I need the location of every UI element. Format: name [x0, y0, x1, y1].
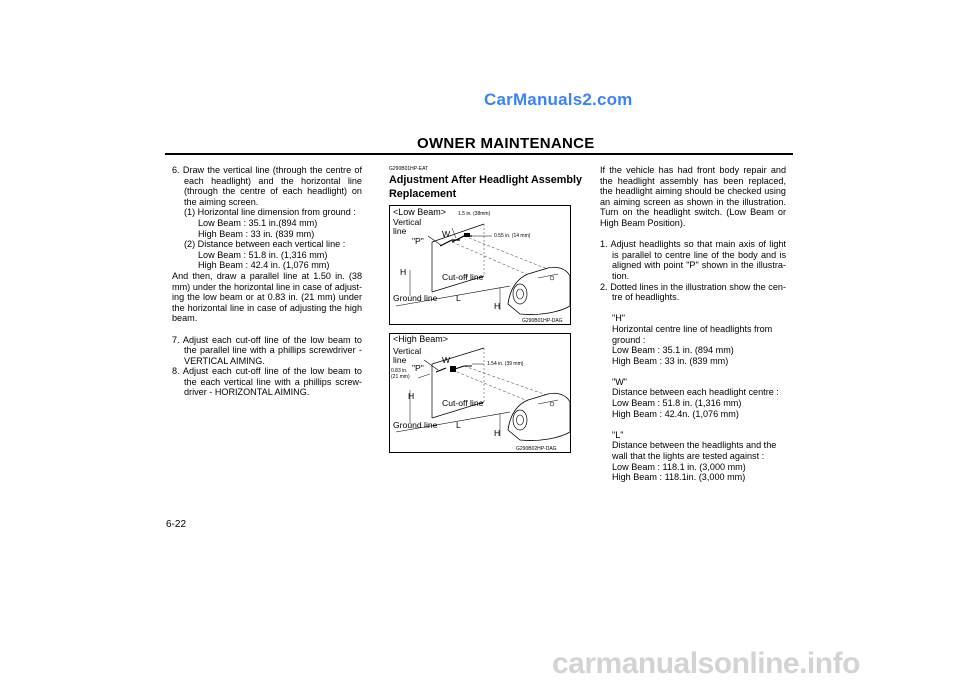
- l-high-beam: High Beam : 118.1in. (3,000 mm): [612, 472, 746, 483]
- step-6-sub1-high: High Beam : 33 in. (839 mm): [198, 228, 315, 239]
- high-l-label: L: [456, 420, 461, 430]
- low-beam-label: <Low Beam>: [393, 207, 447, 217]
- w-description: Distance between each headlight centre :: [612, 387, 779, 398]
- high-h-left-label: H: [408, 391, 415, 401]
- right-step-1-number: 1.: [600, 239, 608, 250]
- high-dim-left-mm-label: (21 mm): [391, 374, 410, 380]
- right-step-2-number: 2.: [600, 281, 608, 292]
- high-figure-code: G290B02HP-DAG: [516, 446, 557, 452]
- step-6-sub2-title: (2) Distance between each vertical line :: [184, 239, 346, 250]
- w-low-beam: Low Beam : 51.8 in. (1,316 mm): [612, 398, 742, 409]
- high-line-label: line: [393, 355, 407, 365]
- high-dim-right-label: 1.54 in. (39 mm): [487, 361, 524, 367]
- low-dim-top-label: 1.5 in. (38mm): [458, 211, 491, 217]
- step-6-number: 6.: [172, 165, 180, 175]
- low-dim-right-label: 0.55 in. (14 mm): [494, 233, 531, 239]
- w-label: "W": [612, 376, 628, 387]
- step-7: [172, 335, 362, 367]
- low-vertical-label: Vertical: [393, 217, 422, 227]
- step-6-sub1-title: (1) Horizontal line dimension from ground :: [184, 207, 356, 218]
- page-number: 6-22: [166, 519, 187, 530]
- left-column: [172, 165, 362, 398]
- intro-paragraph: If the vehicle has had front body repair and the headlight assembly has been replaced, the headlight aiming should be checked using an aiming screen as shown in the illustration. Turn on the headlight switch. (Low Beam or High Beam Position).: [600, 165, 786, 228]
- h-low-beam: Low Beam : 35.1 in. (894 mm): [612, 345, 734, 356]
- section-code: G290B01HP-EAT: [389, 166, 429, 172]
- step-6-sub2-high: High Beam : 42.4 in. (1,076 mm): [198, 260, 330, 271]
- right-step-2-text: Dotted lines in the illustration show the cen-tre of headlights.: [610, 281, 786, 303]
- low-figure-code: G290B01HP-DAG: [522, 318, 563, 324]
- step-8-number: 8.: [172, 366, 180, 377]
- right-step-1-text: Adjust headlights so that main axis of light is parallel to centre line of the body and is aligned with point "P" shown in the illustra-tion.: [610, 239, 786, 281]
- watermark-bottom[interactable]: carmanualsonline.info: [552, 647, 860, 680]
- parallel-line-paragraph: And then, draw a parallel line at 1.50 in. (38 mm) under the horizontal line in case of adjust-ing the low beam or at 0.83 in. (21 mm) under the horizontal line in case of adjusting the high beam.: [172, 270, 362, 324]
- h-high-beam: High Beam : 33 in. (839 mm): [612, 355, 729, 366]
- l-low-beam: Low Beam : 118.1 in. (3,000 mm): [612, 461, 746, 472]
- high-beam-label: <High Beam>: [393, 334, 449, 344]
- l-label: "L": [612, 429, 624, 440]
- high-w-label: W: [442, 355, 451, 365]
- header-rule: [165, 153, 793, 155]
- right-step-1: [600, 239, 786, 281]
- step-6-text: Draw the vertical line (through the centre of each headlight) and the horizontal line (through the centre of each headlight) on the aiming screen.: [182, 165, 362, 207]
- watermark-top[interactable]: CarManuals2.com: [484, 90, 633, 109]
- right-column: [600, 165, 786, 483]
- right-step-2: [600, 282, 786, 303]
- l-description: Distance between the headlights and the wall that the lights are tested against :: [612, 440, 777, 462]
- h-description: Horizontal centre line of headlights from ground :: [612, 323, 773, 345]
- low-l-label: L: [456, 293, 461, 303]
- high-h-right-label: H: [494, 428, 501, 438]
- step-8-text: Adjust each cut-off line of the low beam to the each vertical line with a phillips screw-driver - HORIZONTAL AIMING.: [182, 366, 362, 398]
- low-w-label: W: [442, 229, 451, 239]
- w-high-beam: High Beam : 42.4n. (1,076 mm): [612, 408, 739, 419]
- low-beam-figure: [389, 205, 571, 325]
- high-vertical-label: Vertical: [393, 346, 422, 356]
- step-6: [172, 165, 362, 207]
- h-label: "H": [612, 313, 626, 324]
- step-7-number: 7.: [172, 334, 180, 345]
- low-ground-label: Ground line: [393, 293, 438, 303]
- step-8: [172, 366, 362, 398]
- high-point-p-label: "P": [412, 363, 424, 373]
- high-ground-label: Ground line: [393, 420, 438, 430]
- high-cutoff-label: Cut-off line: [442, 398, 484, 408]
- low-h-right-label: H: [494, 301, 501, 311]
- step-7-text: Adjust each cut-off line of the low beam to the parallel line with a phillips screwdriver - VERTICAL AIMING.: [182, 334, 362, 366]
- step-6-sub2-low: Low Beam : 51.8 in. (1,316 mm): [198, 249, 328, 260]
- high-dim-left-label: 0.83 in.: [391, 368, 408, 374]
- step-6-sub1-low: Low Beam : 35.1 in.(894 mm): [198, 217, 318, 228]
- low-h-left-label: H: [400, 267, 407, 277]
- section-title: Adjustment After Headlight Assembly Replacement: [389, 174, 582, 200]
- section-header: OWNER MAINTENANCE: [417, 135, 595, 152]
- low-line-label: line: [393, 226, 407, 236]
- high-beam-figure: [389, 333, 571, 453]
- low-point-p-label: "P": [412, 236, 424, 246]
- low-cutoff-label: Cut-off line: [442, 272, 484, 282]
